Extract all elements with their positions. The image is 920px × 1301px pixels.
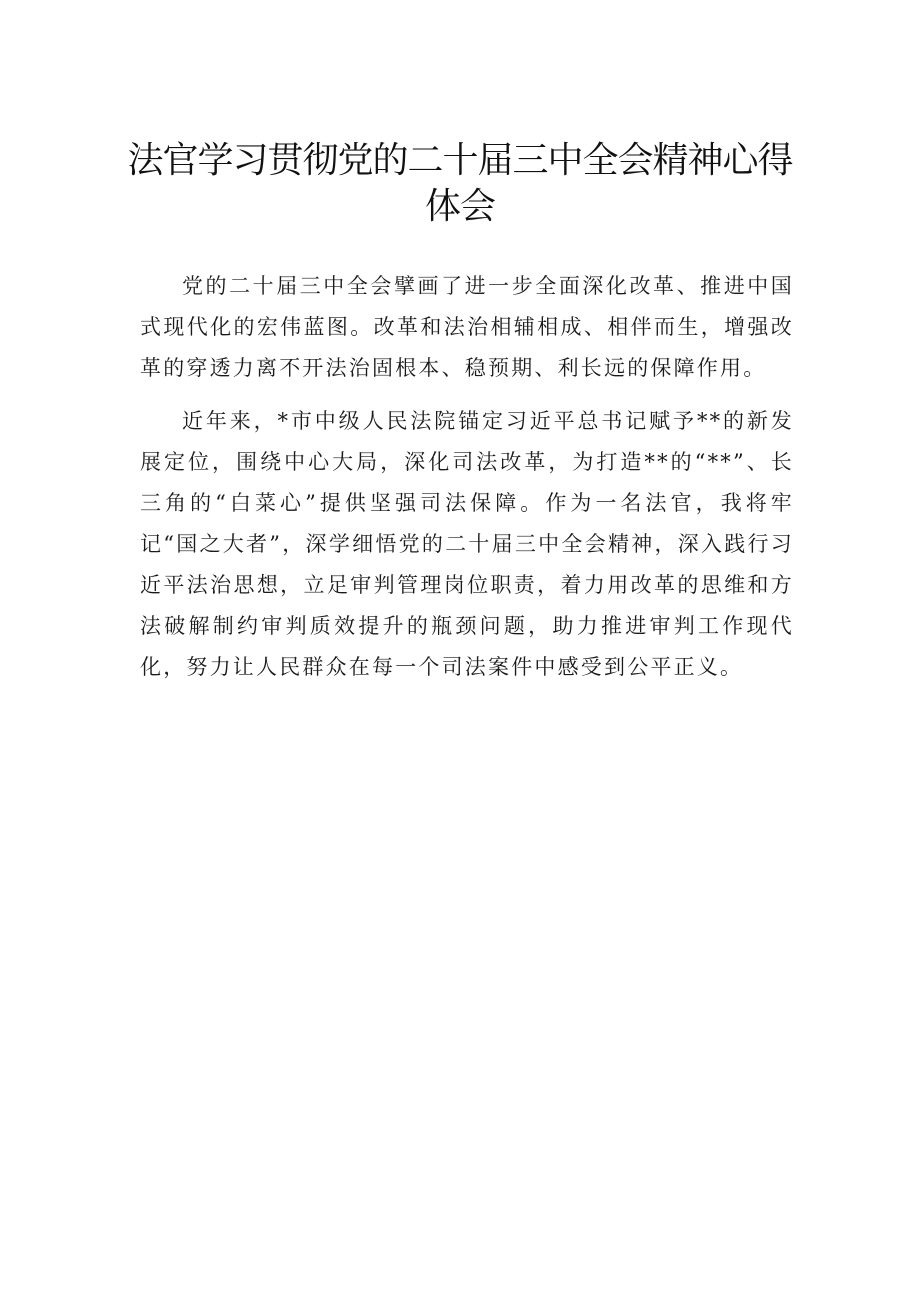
paragraph-2: 近年来，*市中级人民法院锚定习近平总书记赋予**的新发展定位，围绕中心大局，深化司法改革，为打造**的“**”、长三角的“白菜心”提供坚强司法保障。作为一名法官，我将牢记“国之大者”，深学细悟党的二十届三中全会精神，深入践行习近平法治思想，立足审判管理岗位职责，着力用改革的思维和方法破解制约审判质效提升的瓶颈问题，助力推进审判工作现代化，努力让人民群众在每一个司法案件中感受到公平正义。: [140, 409, 794, 679]
document-body: [140, 266, 794, 700]
paragraph-1: 党的二十届三中全会擘画了进一步全面深化改革、推进中国式现代化的宏伟蓝图。改革和法治相辅相成、相伴而生，增强改革的穿透力离不开法治固根本、稳预期、利长远的保障作用。: [140, 274, 794, 380]
document-title: 法官学习贯彻党的二十届三中全会精神心得体会: [127, 140, 793, 227]
